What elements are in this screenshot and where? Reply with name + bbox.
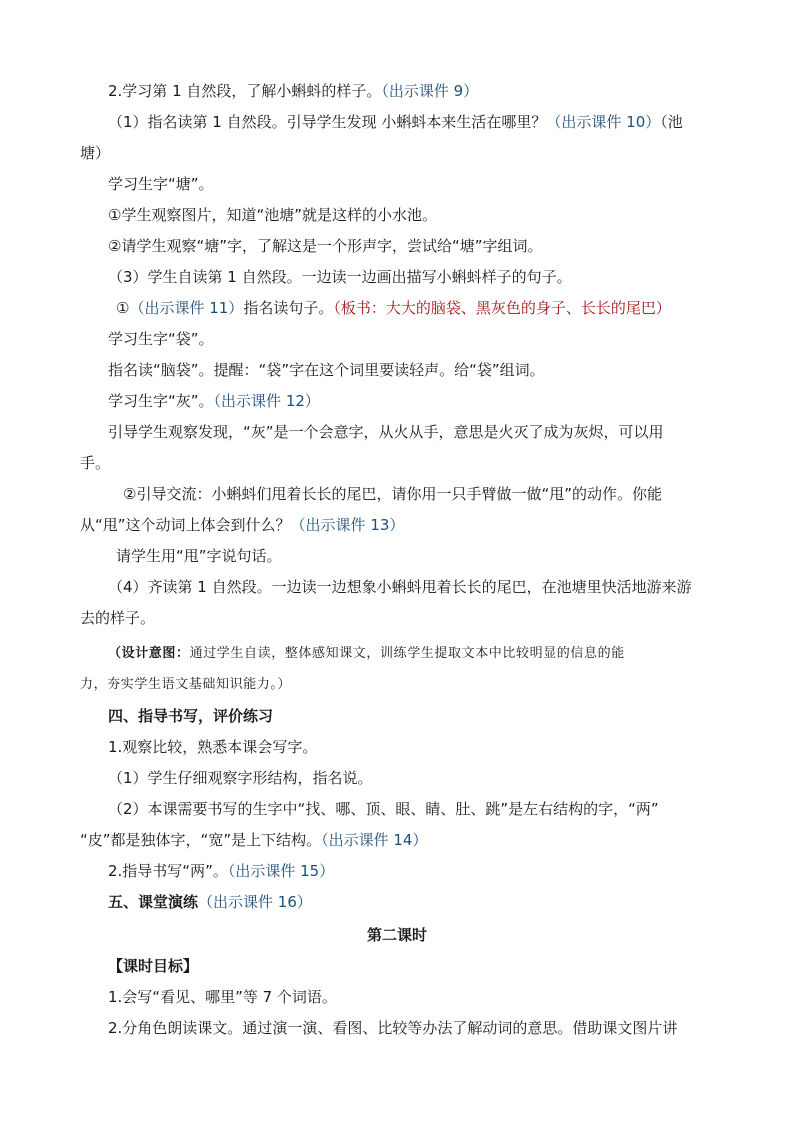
line-hui-explain: 引导学生观察发现，“灰”是一个会意字，从火从手，意思是火灭了成为灰烬，可以用 (108, 423, 664, 441)
line-observe-compare: 1.观察比较，熟悉本课会写字。 (108, 738, 318, 756)
line-learn-dai: 学习生字“袋”。 (108, 330, 214, 348)
line-step-4-cont: 去的样子。 (80, 609, 156, 627)
line-characters: （2）本课需要书写的生字中“找、哪、顶、眼、睛、肚、跳”是左右结构的字，“两” (108, 800, 659, 818)
line-step-3: （3）学生自读第 1 自然段。一边读一边画出描写小蝌蚪样子的句子。 (108, 268, 572, 286)
line-structure: （1）学生仔细观察字形结构，指名说。 (108, 769, 373, 787)
step-2-text: 2.学习第 1 自然段，了解小蝌蚪的样子。 (108, 82, 382, 100)
line-shuai-sentence: 请学生用“甩”字说句话。 (116, 547, 282, 565)
step-1-tail: （池 (660, 113, 683, 131)
design-intent-text: 通过学生自读，整体感知课文，训练学生提取文本中比较明显的信息的能 (189, 646, 625, 661)
line-step-1-cont: 塘） (80, 144, 111, 162)
step-1-text: （1）指名读第 1 自然段。引导学生发现 小蝌蚪本来生活在哪里？ (108, 113, 547, 131)
line-guide-writing (108, 860, 334, 882)
learn-hui-text: 学习生字“灰”。 (108, 392, 214, 410)
circle-1: ① (116, 299, 130, 317)
courseware-ref-16: （出示课件 16） (198, 893, 312, 911)
shuai-question: 从“甩”这个动词上体会到什么？ (80, 516, 291, 534)
line-guide-exchange-cont (80, 514, 404, 536)
section-5-line (108, 891, 312, 913)
courseware-ref-10: （出示课件 10） (546, 113, 661, 131)
line-step-4: （4）齐读第 1 自然段。一边读一边想象小蝌蚪甩着长长的尾巴，在池塘里快活地游来游 (108, 578, 692, 596)
line-design-intent-cont: 力，夯实学生语文基础知识能力。） (80, 677, 292, 692)
line-read-naodai: 指名读“脑袋”。提醒：“袋”字在这个词里要读轻声。给“袋”组词。 (108, 361, 545, 379)
guide-writing-text: 2.指导书写“两”。 (108, 862, 228, 880)
design-intent-label: （设计意图： (108, 646, 190, 661)
courseware-ref-9: （出示课件 9） (381, 82, 479, 100)
courseware-ref-15: （出示课件 15） (227, 862, 335, 880)
line-design-intent (108, 643, 625, 665)
line-observe-picture: ①学生观察图片，知道“池塘”就是这样的小水池。 (108, 206, 437, 224)
line-hui-explain-cont: 手。 (80, 454, 111, 472)
line-observe-tang: ②请学生观察“塘”字，了解这是一个形声字，尝试给“塘”字组词。 (108, 237, 543, 255)
line-guide-exchange: ②引导交流：小蝌蚪们甩着长长的尾巴，请你用一只手臂做一做“甩”的动作。你能 (123, 485, 662, 503)
line-goal-2: 2.分角色朗读课文。通过演一演、看图、比较等办法了解动词的意思。借助课文图片讲 (108, 1019, 678, 1037)
courseware-ref-13: （出示课件 13） (290, 516, 405, 534)
characters-cont-text: “皮”都是独体字，“宽”是上下结构。 (80, 831, 322, 849)
line-learn-tang: 学习生字“塘”。 (108, 175, 214, 193)
line-step-1 (108, 111, 683, 133)
second-lesson-title: 第二课时 (366, 926, 427, 944)
board-notes: （板书：大大的脑袋、黑灰色的身子、长长的尾巴） (333, 299, 671, 317)
courseware-ref-11: （出示课件 11） (129, 299, 244, 317)
line-goal-1: 1.会写“看见、哪里”等 7 个词语。 (108, 988, 337, 1006)
line-characters-cont (80, 829, 427, 851)
section-4-heading: 四、指导书写，评价练习 (108, 707, 274, 725)
line-read-sentence (116, 297, 671, 319)
line-learn-hui (108, 390, 320, 412)
section-5-heading: 五、课堂演练 (108, 893, 199, 911)
lesson-goals-heading: 【课时目标】 (108, 957, 199, 975)
courseware-ref-14: （出示课件 14） (321, 831, 428, 849)
read-sentence-text: 指名读句子。 (243, 299, 334, 317)
courseware-ref-12: （出示课件 12） (213, 392, 320, 410)
line-study-paragraph-1 (108, 80, 478, 102)
